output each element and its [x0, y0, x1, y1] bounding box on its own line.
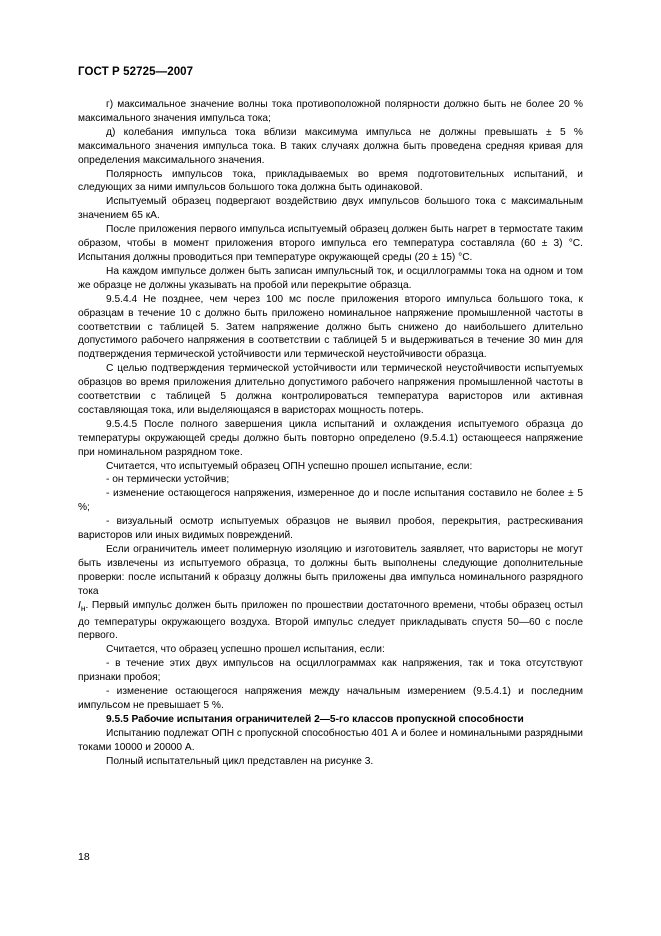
document-body [78, 98, 583, 769]
paragraph-9-5-4-5: 9.5.4.5 После полного завершения цикла испытаний и охлаждения испытуемого образца до температуры окружающей среды должно быть повторно определено (9.5.4.1) остающееся напряжение при номинальном разрядном токе. [78, 418, 583, 458]
list-item: - изменение остающегося напряжения между начальным измерением (9.5.4.1) и последним импульсом не превышает 5 %. [78, 686, 583, 711]
paragraph: Считается, что образец успешно прошел испытания, если: [106, 644, 385, 656]
list-item: - визуальный осмотр испытуемых образцов не выявил пробоя, перекрытия, растрескивания варисторов или иных видимых повреждений. [78, 516, 583, 542]
paragraph: С целью подтверждения термической устойчивости или термической неустойчивости испытуемых образцов во время приложения длительно допустимого рабочего напряжения промышленной частоты в соответствии с таблицей 5 должна контролироваться температура варисторов или активная составляющая тока, или выделяющаяся в варисторах мощность потерь. [78, 363, 583, 416]
paragraph: Испытанию подлежат ОПН с пропускной способностью 401 А и более и номинальными разрядными токами 10000 и 20000 А. [78, 727, 583, 753]
paragraph: г) максимальное значение волны тока противоположной полярности должно быть не более 20 % максимального значения импульса тока; [78, 99, 583, 124]
document-code-header: ГОСТ Р 52725—2007 [78, 66, 194, 78]
list-item: - изменение остающегося напряжения, измеренное до и после испытания составило не более ± 5 %; [78, 488, 583, 514]
paragraph: Полярность импульсов тока, прикладываемых во время подготовительных испытаний, и следующих за ними импульсов большого тока должна быть одинаковой. [78, 168, 583, 194]
current-symbol: I [78, 599, 81, 611]
page-number: 18 [78, 851, 90, 863]
section-heading-9-5-5: 9.5.5 Рабочие испытания ограничителей 2—5-го классов пропускной способности [106, 713, 524, 725]
paragraph: Испытуемый образец подвергают воздействию двух импульсов большого тока с максимальным значением 65 кА. [78, 196, 583, 222]
paragraph-continuation [78, 599, 583, 644]
list-item: - в течение этих двух импульсов на осциллограммах как напряжения, так и тока отсутствуют признаки пробоя; [78, 658, 583, 684]
paragraph: Если ограничитель имеет полимерную изоляцию и изготовитель заявляет, что варисторы не могут быть извлечены из испытуемого образца, то должны быть выполнены следующие дополнительные проверки: после испытаний к образцу должны быть приложены два импульса номинального разрядного тока [78, 544, 583, 597]
paragraph: Полный испытательный цикл представлен на рисунке 3. [106, 755, 374, 767]
current-subscript: н [80, 602, 86, 613]
paragraph: После приложения первого импульса испытуемый образец должен быть нагрет в термостате таким образом, чтобы в момент приложения второго импульса его температура составляла (60 ± 3) °С. Испытания должны проводиться при температуре окружающей среды (20 ± 15) °С. [78, 224, 583, 263]
paragraph-9-5-4-4: 9.5.4.4 Не позднее, чем через 100 мс после приложения второго импульса большого тока, к образцам в течение 10 с должно быть приложено номинальное напряжение промышленной частоты в соответствии с таблицей 5. Затем напряжение должно быть снижено до наибольшего длительно допустимого рабочего напряжения в соответствии с таблицей 5 и выдерживаться в течение 30 мин для подтверждения термической устойчивости или термической неустойчивости образца. [78, 293, 583, 361]
list-item: - он термически устойчив; [106, 474, 230, 486]
paragraph-continuation-text: . Первый импульс должен быть приложен по прошествии достаточного времени, чтобы образец остыл до температуры окружающего воздуха. Второй импульс следует прикладывать спустя 50—60 с после первого. [78, 599, 583, 642]
paragraph: На каждом импульсе должен быть записан импульсный ток, и осциллограммы тока на одном и том же образце не должны указывать на пробой или перекрытие образца. [78, 265, 583, 291]
paragraph: д) колебания импульса тока вблизи максимума импульса не должны превышать ± 5 % максимального значения импульса тока. В таких случаях должна быть проведена средняя кривая для определения максимального значения. [78, 126, 583, 166]
paragraph: Считается, что испытуемый образец ОПН успешно прошел испытание, если: [106, 460, 473, 472]
